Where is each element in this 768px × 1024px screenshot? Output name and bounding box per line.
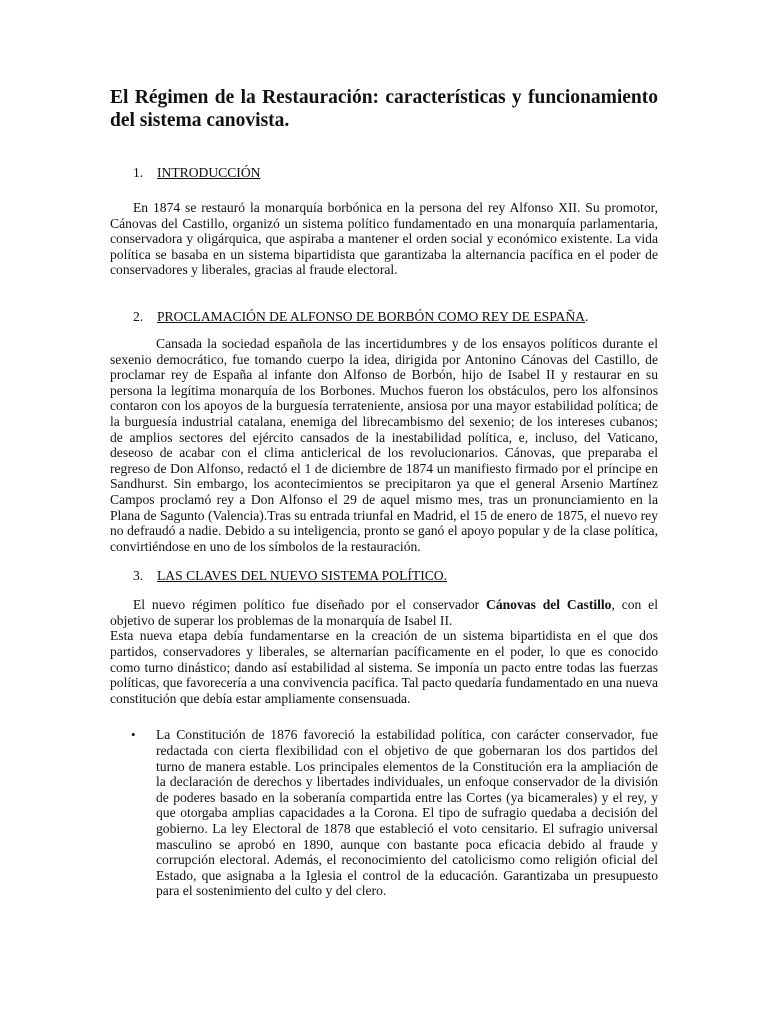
bullet-icon: •	[131, 727, 136, 743]
paragraph-introduccion: En 1874 se restauró la monarquía borbónica en la persona del rey Alfonso XII. Su promotor, Cánovas del Castillo, organizó un sistema político fundamentado en una monarquía parlamentaria, conservadora y oligárquica, que aspiraba a mantener el orden social y económico existente. La vida política se basaba en un sistema bipartidista que garantizaba la alternancia pacífica en el poder de conservadores y liberales, gracias al fraude electoral.	[110, 200, 658, 278]
section-title: LAS CLAVES DEL NUEVO SISTEMA POLÍTICO.	[157, 568, 448, 584]
bold-name-canovas: Cánovas del Castillo	[486, 597, 612, 613]
paragraph-text: El nuevo régimen político fue diseñado por el conservador	[133, 597, 486, 613]
section-number: 3.	[133, 568, 144, 584]
paragraph-text: , con el objetivo de superar los problemas de la monarquía de Isabel II.	[110, 597, 658, 628]
bullet-list	[110, 727, 658, 899]
section-title: INTRODUCCIÓN	[157, 165, 261, 180]
section-heading-proclamacion	[110, 308, 658, 325]
document-title: El Régimen de la Restauración: características y funcionamiento del sistema canovista.	[110, 87, 658, 131]
section-number: 2.	[133, 308, 144, 324]
list-item-text: La Constitución de 1876 favoreció la estabilidad política, con carácter conservador, fue redactada con cierta flexibilidad con el objetivo de que gobernaran los dos partidos del turno de manera estable. Los principales elementos de la Constitución era la ampliación de la declaración de derechos y libertades individuales, un enfoque conservador de la división de poderes basado en la soberanía compartida entre las Cortes (ya bicamerales) y el rey, y que otorgaba amplias capacidades a la Corona. El tipo de sufragio quedaba a decisión del gobierno. La ley Electoral de 1878 que estableció el voto censitario. El sufragio universal masculino se aprobó en 1890, aunque con bastante poca eficacia debido al fraude y corrupción electoral. Además, el reconocimiento del catolicismo como religión oficial del Estado, que asignaba a la Iglesia el control de la educación. Garantizaba un presupuesto para el sostenimiento del culto y del clero.	[156, 727, 658, 899]
section-heading-claves	[110, 567, 658, 584]
section-title: PROCLAMACIÓN DE ALFONSO DE BORBÓN COMO REY DE ESPAÑA	[157, 308, 586, 324]
section-title-wrapper	[157, 308, 588, 325]
document-page	[110, 86, 658, 899]
list-item	[110, 727, 658, 899]
paragraph-proclamacion: Cansada la sociedad española de las incertidumbres y de los ensayos políticos durante el sexenio democrático, fue tomando cuerpo la idea, dirigida por Antonino Cánovas del Castillo, de proclamar rey de España al infante don Alfonso de Borbón, hijo de Isabel II y restaurar en su persona la legítima monarquía de los Borbones. Muchos fueron los obstáculos, pero los alfonsinos contaron con los apoyos de la burguesía terrateniente, ansiosa por una mayor estabilidad política; de la burguesía industrial catalana, enemiga del librecambismo del sexenio; de los intereses cubanos; de amplios sectores del ejército cansados de la inestabilidad política, e, incluso, del Vaticano, deseoso de acabar con el clima anticlerical de los revolucionarios. Cánovas, que preparaba el regreso de Don Alfonso, redactó el 1 de diciembre de 1874 un manifiesto firmado por el príncipe en Sandhurst. Sin embargo, los acontecimientos se precipitaron ya que el general Arsenio Martínez Campos proclamó rey a Don Alfonso el 29 de aquel mismo mes, tras un pronunciamiento en la Plana de Sagunto (Valencia).Tras su entrada triunfal en Madrid, el 15 de enero de 1875, el nuevo rey no defraudó a nadie. Debido a su inteligencia, pronto se ganó el apoyo popular y de la clase política, convirtiéndose en uno de los símbolos de la restauración.	[110, 335, 658, 554]
section-number: 1.	[133, 165, 144, 180]
section-heading-introduccion	[110, 164, 658, 181]
paragraph-claves-2: Esta nueva etapa debía fundamentarse en la creación de un sistema bipartidista en el que dos partidos, conservadores y liberales, se alternarían pacíficamente en el poder, lo que es conocido como turno dinástico; dando así estabilidad al sistema. Se imponía un pacto entre todas las fuerzas políticas, que favorecería a una convivencia pacífica. Tal pacto quedaría fundamentado en una nueva constitución que debía estar ampliamente consensuada.	[110, 628, 658, 706]
section-title-suffix: .	[585, 308, 589, 324]
paragraph-claves-1	[110, 597, 658, 628]
